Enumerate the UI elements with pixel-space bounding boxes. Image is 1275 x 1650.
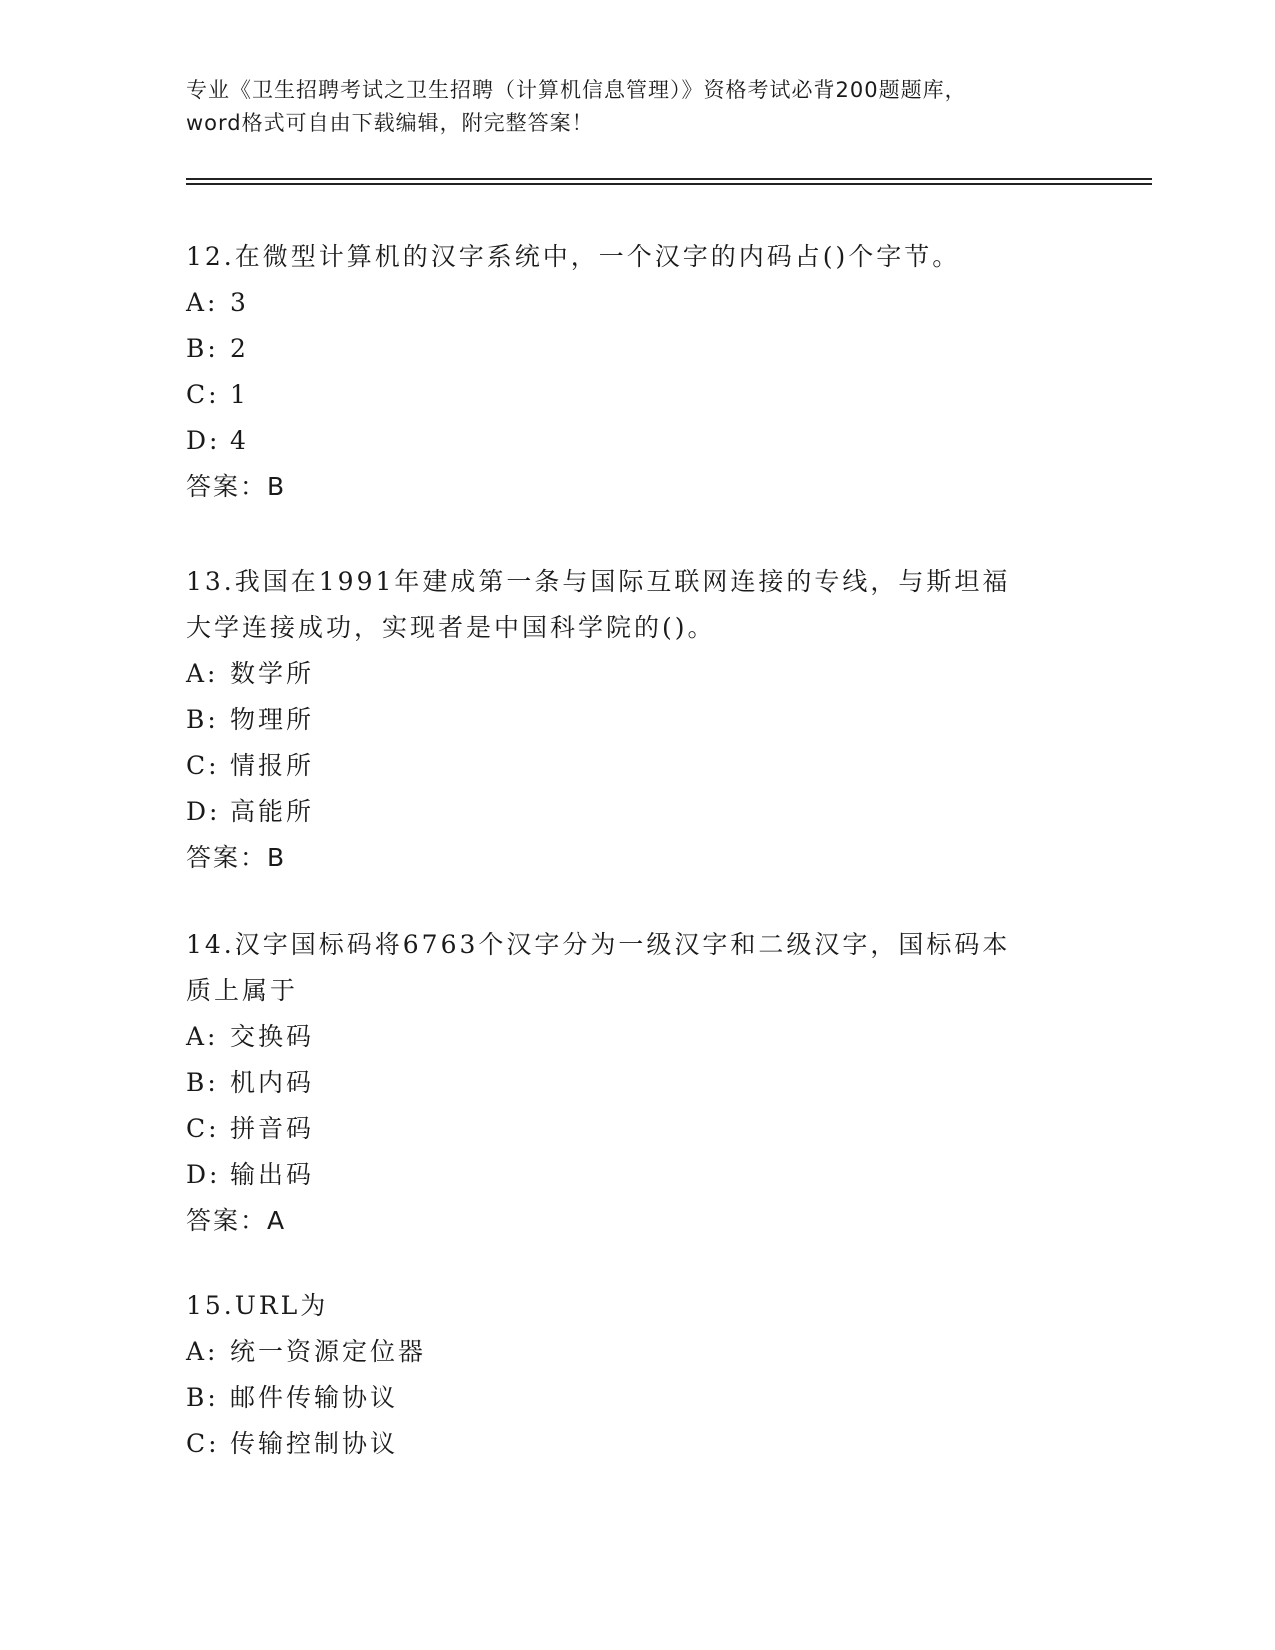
option-key: A: [186,659,219,688]
question-block [186,1283,1086,1467]
option-b [186,697,1086,743]
option-text: 邮件传输协议 [230,1383,399,1412]
option-d [186,418,1086,464]
option-key: B: [186,1068,219,1097]
option-c [186,1421,1086,1467]
option-b [186,1060,1086,1106]
answer-label: 答案：B [186,843,287,872]
option-key: C: [186,1429,220,1458]
option-text: 情报所 [230,751,315,780]
option-c [186,372,1086,418]
option-text: 拼音码 [230,1114,315,1143]
option-a [186,1329,1086,1375]
option-key: C: [186,751,220,780]
option-b [186,1375,1086,1421]
option-text: 3 [230,288,249,317]
question-stem: 14.汉字国标码将6763个汉字分为一级汉字和二级汉字，国标码本质上属于 [186,930,1011,1005]
option-key: B: [186,334,219,363]
option-c [186,743,1086,789]
header-divider-bottom [186,183,1152,185]
question-block [186,559,1086,881]
header-title-line-1: 专业《卫生招聘考试之卫生招聘（计算机信息管理）》资格考试必背200题题库， [186,78,967,102]
option-key: D: [186,1160,221,1189]
question-stem: 15.URL为 [186,1291,329,1320]
answer-label: 答案：A [186,1206,287,1235]
header-title-line-2: word格式可自由下载编辑，附完整答案！ [186,111,594,135]
option-text: 4 [230,426,249,455]
option-key: B: [186,705,219,734]
option-key: D: [186,426,221,455]
option-c [186,1106,1086,1152]
question-block [186,922,1086,1244]
question-stem: 13.我国在1991年建成第一条与国际互联网连接的专线，与斯坦福大学连接成功，实现者是中国科学院的()。 [186,567,1011,642]
option-key: C: [186,380,220,409]
option-text: 数学所 [230,659,315,688]
option-key: A: [186,288,219,317]
option-key: B: [186,1383,219,1412]
option-text: 1 [230,380,249,409]
option-a [186,1014,1086,1060]
option-text: 机内码 [230,1068,315,1097]
option-a [186,280,1086,326]
option-key: A: [186,1022,219,1051]
question-stem: 12.在微型计算机的汉字系统中，一个汉字的内码占()个字节。 [186,242,961,271]
answer-label: 答案：B [186,472,287,501]
option-d [186,789,1086,835]
document-header [186,74,1086,140]
option-b [186,326,1086,372]
header-divider-top [186,178,1152,180]
option-text: 统一资源定位器 [230,1337,427,1366]
option-d [186,1152,1086,1198]
option-key: A: [186,1337,219,1366]
option-text: 输出码 [230,1160,315,1189]
option-key: C: [186,1114,220,1143]
option-text: 2 [230,334,249,363]
option-text: 传输控制协议 [230,1429,399,1458]
option-text: 高能所 [230,797,315,826]
question-block [186,234,1086,510]
option-text: 物理所 [230,705,315,734]
option-a [186,651,1086,697]
option-text: 交换码 [230,1022,315,1051]
option-key: D: [186,797,221,826]
